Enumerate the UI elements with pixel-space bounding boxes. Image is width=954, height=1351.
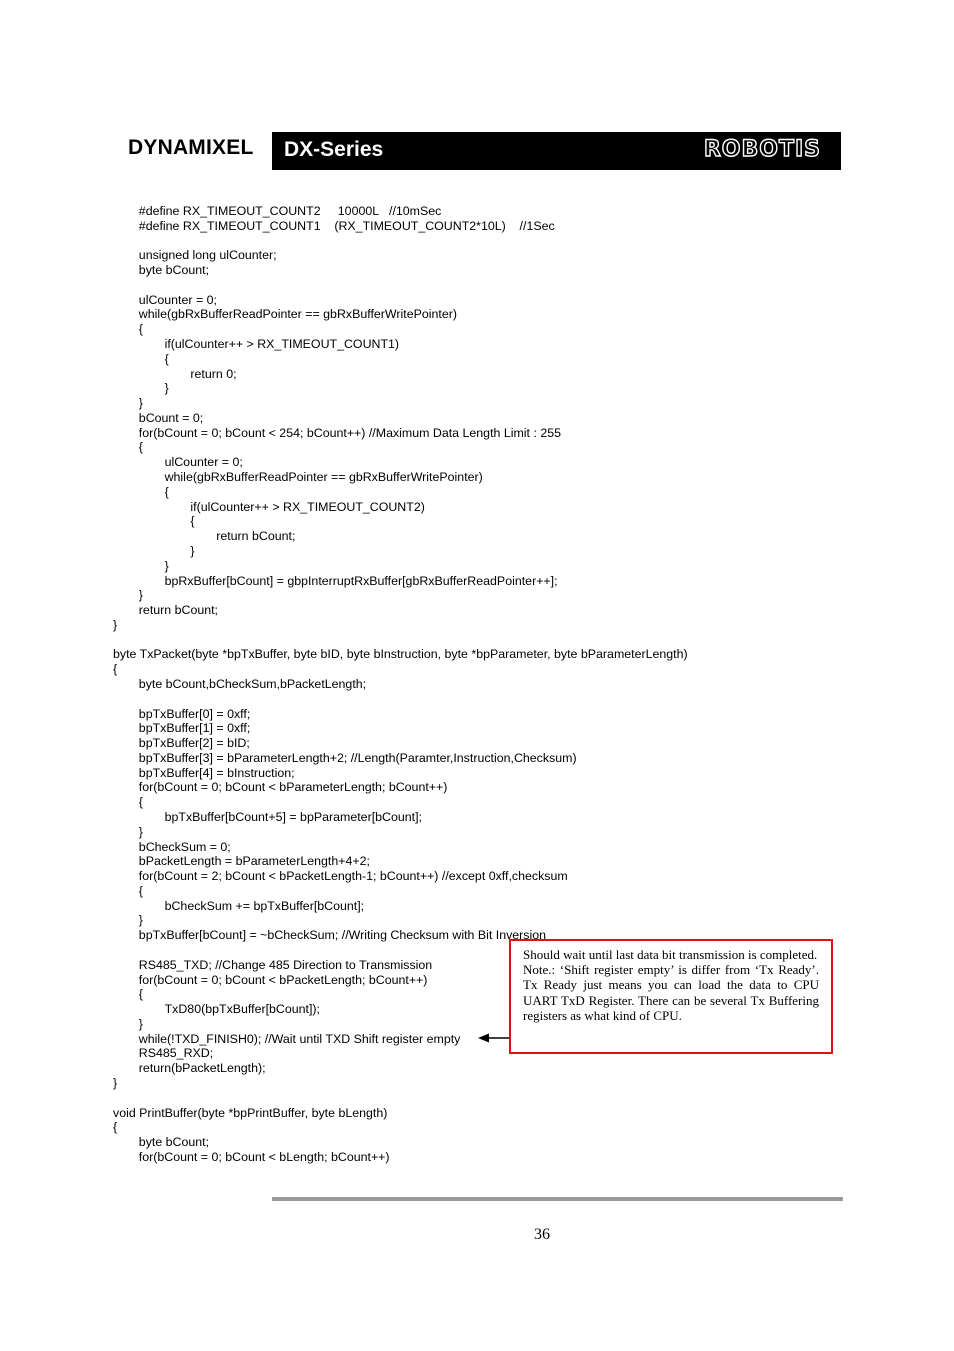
code-line: } (138, 824, 143, 839)
callout-line-2: Note.: ‘Shift register empty’ is differ from ‘Tx Ready’. Tx Ready just means you can load the data to CPU UART TxD Register. There can be several Tx Buffering registers as what kind of CPU. (523, 962, 819, 1023)
code-line: byte bCount; (138, 263, 210, 278)
code-line: { (113, 662, 118, 677)
code-line: } (190, 543, 195, 558)
arrow-left-icon (478, 1031, 510, 1045)
code-line: } (113, 1076, 118, 1091)
code-line: TxD80(bpTxBuffer[bCount]); (164, 1002, 321, 1017)
footer-rule (272, 1197, 843, 1201)
series-title: DX-Series (284, 138, 384, 161)
code-line: while(!TXD_FINISH0); //Wait until TXD Shift register empty (138, 1031, 461, 1046)
code-line: } (164, 558, 169, 573)
code-line: { (138, 440, 143, 455)
code-line: return(bPacketLength); (138, 1061, 266, 1076)
code-line: bCheckSum = 0; (138, 839, 231, 854)
code-line: { (138, 987, 143, 1002)
code-line: bpTxBuffer[bCount+5] = bpParameter[bCount]; (164, 809, 422, 824)
code-line: bCheckSum += bpTxBuffer[bCount]; (164, 898, 365, 913)
code-line: for(bCount = 0; bCount < 254; bCount++) //Maximum Data Length Limit : 255 (138, 425, 562, 440)
code-line: for(bCount = 0; bCount < bLength; bCount++) (138, 1149, 390, 1164)
code-line: byte TxPacket(byte *bpTxBuffer, byte bID, byte bInstruction, byte *bpParameter, byte bParameterLength) (113, 647, 688, 662)
callout-note (509, 939, 833, 1054)
code-line: } (138, 396, 143, 411)
page-number: 36 (534, 1226, 550, 1243)
code-line: { (164, 351, 169, 366)
code-line: return 0; (190, 366, 237, 381)
code-line: if(ulCounter++ > RX_TIMEOUT_COUNT1) (164, 337, 400, 352)
code-line: bCount = 0; (138, 410, 204, 425)
code-line: void PrintBuffer(byte *bpPrintBuffer, byte bLength) (113, 1105, 388, 1120)
robotis-logo: ROBOTIS (703, 137, 821, 162)
code-line: byte bCount,bCheckSum,bPacketLength; (138, 676, 367, 691)
code-line: while(gbRxBufferReadPointer == gbRxBufferWritePointer) (138, 307, 457, 322)
code-line: return bCount; (138, 603, 219, 618)
code-line: RS485_TXD; //Change 485 Direction to Transmission (138, 957, 433, 972)
code-line: byte bCount; (138, 1135, 210, 1150)
code-line: for(bCount = 2; bCount < bPacketLength-1; bCount++) //except 0xff,checksum (138, 869, 568, 884)
code-line: bpTxBuffer[1] = 0xff; (138, 721, 251, 736)
code-line: } (138, 588, 143, 603)
code-line: if(ulCounter++ > RX_TIMEOUT_COUNT2) (190, 499, 425, 514)
code-line: RS485_RXD; (138, 1046, 214, 1061)
code-line: while(gbRxBufferReadPointer == gbRxBufferWritePointer) (164, 470, 483, 485)
code-line: bpRxBuffer[bCount] = gbpInterruptRxBuffer[gbRxBufferReadPointer++]; (164, 573, 558, 588)
callout-line-1: Should wait until last data bit transmission is completed. (523, 947, 818, 962)
code-line: bPacketLength = bParameterLength+4+2; (138, 854, 370, 869)
code-line: for(bCount = 0; bCount < bPacketLength; bCount++) (138, 972, 428, 987)
code-line: bpTxBuffer[0] = 0xff; (138, 706, 251, 721)
code-line: ulCounter = 0; (164, 455, 243, 470)
code-line: #define RX_TIMEOUT_COUNT1 (RX_TIMEOUT_COUNT2*10L) //1Sec (138, 218, 555, 233)
code-line: { (138, 883, 143, 898)
code-line: } (113, 617, 118, 632)
code-line: { (138, 322, 143, 337)
code-line: } (138, 1016, 143, 1031)
header-bar (272, 132, 841, 170)
code-line: { (164, 484, 169, 499)
code-line: ulCounter = 0; (138, 292, 217, 307)
code-line: #define RX_TIMEOUT_COUNT2 10000L //10mSec (138, 204, 442, 218)
code-line: { (138, 795, 143, 810)
code-line: bpTxBuffer[bCount] = ~bCheckSum; //Writing Checksum with Bit Inversion (138, 928, 547, 943)
code-line: bpTxBuffer[2] = bID; (138, 736, 250, 751)
code-line: bpTxBuffer[3] = bParameterLength+2; //Length(Paramter,Instruction,Checksum) (138, 750, 577, 765)
code-line: } (138, 913, 143, 928)
code-line: unsigned long ulCounter; (138, 248, 277, 263)
code-line: { (113, 1120, 118, 1135)
code-line: } (164, 381, 169, 396)
product-name: DYNAMIXEL (128, 136, 254, 159)
code-line: { (190, 514, 195, 529)
code-line: bpTxBuffer[4] = bInstruction; (138, 765, 295, 780)
code-line: return bCount; (216, 529, 296, 544)
code-line: for(bCount = 0; bCount < bParameterLength; bCount++) (138, 780, 448, 795)
